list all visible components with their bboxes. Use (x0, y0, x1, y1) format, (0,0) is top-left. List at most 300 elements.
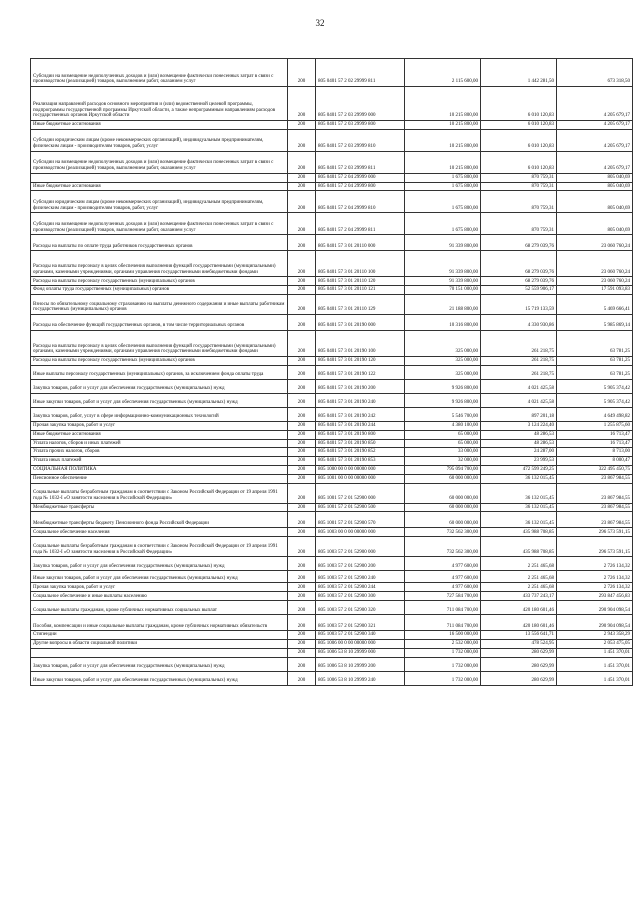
table-row (31, 295, 633, 315)
row-approved: 65 000,00 (405, 430, 481, 439)
row-unexecuted: 8 000,47 (557, 457, 633, 466)
table-row (31, 571, 633, 583)
row-kbk: 805 1003 57 2 01 52900 244 (316, 583, 405, 592)
row-approved: 1 675 800,00 (405, 191, 481, 213)
row-name: Закупка товаров, работ, услуг в сфере информационно-коммуникационных технологий (31, 408, 288, 422)
row-approved: 32 000,00 (405, 457, 481, 466)
row-executed: 280 629,99 (481, 649, 557, 658)
row-code: 200 (288, 474, 316, 483)
row-code: 200 (288, 537, 316, 557)
row-code: 200 (288, 649, 316, 658)
row-approved: 21 188 800,00 (405, 295, 481, 315)
row-unexecuted: 5 469 666,41 (557, 295, 633, 315)
row-unexecuted: 4 205 679,17 (557, 121, 633, 130)
table-row (31, 448, 633, 457)
row-code: 200 (288, 592, 316, 601)
row-kbk: 805 1006 00 0 00 00000 000 (316, 640, 405, 649)
row-kbk: 805 0401 57 3 01 20190 200 (316, 380, 405, 394)
row-kbk: 805 0401 57 3 01 20110 129 (316, 295, 405, 315)
row-code: 200 (288, 87, 316, 121)
row-name: Расходы на выплаты персоналу в целях обеспечения выполнения функций государственными (муниципальными) органами, казенными учреждениями, органами управления государственными внебюджетными фондами (31, 331, 288, 357)
row-code: 200 (288, 394, 316, 408)
row-name: Пособия, компенсации и иные социальные выплаты гражданам, кроме публичных нормативных обязательств (31, 615, 288, 631)
table-row (31, 182, 633, 191)
table-row (31, 59, 633, 87)
row-unexecuted: 5 905 374,42 (557, 380, 633, 394)
row-code: 200 (288, 583, 316, 592)
row-unexecuted: 4 205 679,17 (557, 129, 633, 151)
row-kbk: 805 0401 57 3 01 20190 100 (316, 331, 405, 357)
row-kbk: 805 0401 57 2 04 29999 000 (316, 173, 405, 182)
row-approved: 2 532 000,00 (405, 640, 481, 649)
row-name: Социальные выплаты безработным гражданам в соответствии с Законом Российской Федерации от 19 апреля 1991 года № 1032-I «О занятости населения в Российской Федерации» (31, 483, 288, 503)
row-kbk: 805 1001 57 2 01 52900 570 (316, 512, 405, 528)
row-name: Закупка товаров, работ и услуг для обеспечения государственных (муниципальных) нужд (31, 657, 288, 671)
row-code: 200 (288, 121, 316, 130)
row-unexecuted: 16 713,47 (557, 430, 633, 439)
row-code: 200 (288, 59, 316, 87)
row-kbk: 805 0401 57 2 02 29999 811 (316, 59, 405, 87)
row-name: Субсидии на возмещение недополученных доходов и (или) возмещение фактически понесенных затрат в связи с производством (реализацией) товаров, выполнением работ, оказанием услуг (31, 213, 288, 235)
row-kbk: 805 0401 57 3 01 20110 000 (316, 235, 405, 251)
row-executed: 261 218,75 (481, 366, 557, 380)
row-kbk: 805 0401 57 3 01 20190 850 (316, 439, 405, 448)
row-executed: 870 759,31 (481, 182, 557, 191)
row-code: 200 (288, 213, 316, 235)
row-name: Закупка товаров, работ и услуг для обеспечения государственных (муниципальных) нужд (31, 380, 288, 394)
row-unexecuted: 2 726 134,32 (557, 571, 633, 583)
row-name: Иные закупки товаров, работ и услуг для обеспечения государственных (муниципальных) нужд (31, 394, 288, 408)
row-name: Уплата иных платежей (31, 457, 288, 466)
row-code: 200 (288, 380, 316, 394)
row-code: 200 (288, 528, 316, 537)
row-code: 200 (288, 615, 316, 631)
row-approved: 4 977 600,00 (405, 557, 481, 571)
row-kbk: 805 1003 57 2 01 52900 000 (316, 537, 405, 557)
table-row (31, 583, 633, 592)
row-code: 200 (288, 366, 316, 380)
row-unexecuted: 23 867 984,55 (557, 483, 633, 503)
row-kbk: 805 1006 53 8 10 29999 000 (316, 649, 405, 658)
table-row (31, 173, 633, 182)
row-name: Расходы на выплаты персоналу государственных (муниципальных) органов (31, 357, 288, 366)
row-name: Пенсионное обеспечение (31, 474, 288, 483)
row-code: 200 (288, 483, 316, 503)
table-row (31, 631, 633, 640)
row-kbk: 805 0401 57 3 01 20190 122 (316, 366, 405, 380)
row-approved: 1 732 000,00 (405, 671, 481, 685)
table-row (31, 213, 633, 235)
row-unexecuted: 17 591 093,83 (557, 286, 633, 295)
row-unexecuted: 4 205 679,17 (557, 151, 633, 173)
table-row (31, 191, 633, 213)
row-code: 200 (288, 512, 316, 528)
row-kbk: 805 0401 57 3 01 20190 244 (316, 422, 405, 431)
row-code: 200 (288, 571, 316, 583)
table-row (31, 483, 633, 503)
row-code: 200 (288, 557, 316, 571)
row-approved: 33 000,00 (405, 448, 481, 457)
row-executed: 36 132 015,45 (481, 503, 557, 512)
row-unexecuted: 805 040,69 (557, 191, 633, 213)
table-row (31, 277, 633, 286)
table-row (31, 537, 633, 557)
row-executed: 478 524,95 (481, 640, 557, 649)
row-unexecuted: 4 205 679,17 (557, 87, 633, 121)
row-code: 200 (288, 448, 316, 457)
row-name: Социальное обеспечение и иные выплаты населению (31, 592, 288, 601)
row-executed: 420 180 601,46 (481, 615, 557, 631)
row-name: Прочая закупка товаров, работ и услуг (31, 422, 288, 431)
row-name: Иные выплаты персоналу государственных (муниципальных) органов, за исключением фонда оплаты труда (31, 366, 288, 380)
table-row (31, 380, 633, 394)
row-executed: 870 759,31 (481, 213, 557, 235)
row-unexecuted: 2 726 134,32 (557, 583, 633, 592)
row-kbk: 805 0401 57 3 01 20190 240 (316, 394, 405, 408)
row-unexecuted: 23 867 984,55 (557, 512, 633, 528)
row-approved: 795 094 700,00 (405, 465, 481, 474)
row-kbk: 805 1003 57 2 01 52900 200 (316, 557, 405, 571)
table-row (31, 503, 633, 512)
row-executed: 280 629,99 (481, 671, 557, 685)
row-unexecuted: 63 781,25 (557, 357, 633, 366)
row-approved: 732 562 300,00 (405, 528, 481, 537)
row-approved: 60 000 000,00 (405, 503, 481, 512)
row-unexecuted: 293 847 456,83 (557, 592, 633, 601)
row-executed: 897 201,18 (481, 408, 557, 422)
row-approved: 60 000 000,00 (405, 474, 481, 483)
table-row (31, 394, 633, 408)
row-approved: 9 926 800,00 (405, 380, 481, 394)
row-kbk: 805 0401 57 2 04 29999 810 (316, 191, 405, 213)
row-executed: 280 629,99 (481, 657, 557, 671)
row-kbk: 805 1001 00 0 00 00000 000 (316, 474, 405, 483)
row-approved: 325 000,00 (405, 331, 481, 357)
row-name: Социальные выплаты гражданам, кроме публичных нормативных социальных выплат (31, 601, 288, 615)
row-code: 200 (288, 191, 316, 213)
row-kbk: 805 1003 57 2 01 52900 300 (316, 592, 405, 601)
row-approved: 70 151 000,00 (405, 286, 481, 295)
row-kbk: 805 0401 57 2 03 29999 810 (316, 129, 405, 151)
row-kbk: 805 0401 57 3 01 20190 853 (316, 457, 405, 466)
row-code: 200 (288, 331, 316, 357)
table-row (31, 121, 633, 130)
row-executed: 261 218,75 (481, 331, 557, 357)
row-approved: 4 380 100,00 (405, 422, 481, 431)
row-approved: 10 215 800,00 (405, 151, 481, 173)
row-name: Расходы на выплаты персоналу государственных (муниципальных) органов (31, 277, 288, 286)
row-unexecuted: 1 255 875,60 (557, 422, 633, 431)
row-unexecuted: 673 318,50 (557, 59, 633, 87)
table-row (31, 601, 633, 615)
row-kbk: 805 0401 57 3 01 20190 242 (316, 408, 405, 422)
row-name: Иные бюджетные ассигнования (31, 121, 288, 130)
row-code: 200 (288, 503, 316, 512)
row-name: Социальные выплаты безработным гражданам в соответствии с Законом Российской Федерации от 19 апреля 1991 года № 1032-I «О занятости населения в Российской Федерации» (31, 537, 288, 557)
row-executed: 4 021 425,58 (481, 380, 557, 394)
row-approved: 10 215 800,00 (405, 87, 481, 121)
row-executed: 433 737 243,17 (481, 592, 557, 601)
row-approved: 325 000,00 (405, 366, 481, 380)
row-executed: 4 330 930,86 (481, 315, 557, 331)
row-kbk: 805 1003 57 2 01 52900 240 (316, 571, 405, 583)
table-row (31, 151, 633, 173)
row-unexecuted: 2 943 358,29 (557, 631, 633, 640)
row-approved: 1 675 800,00 (405, 173, 481, 182)
row-approved: 10 316 800,00 (405, 315, 481, 331)
row-kbk: 805 1001 57 2 01 52900 000 (316, 483, 405, 503)
row-unexecuted: 4 649 498,82 (557, 408, 633, 422)
table-row (31, 671, 633, 685)
row-kbk: 805 1006 53 8 10 29999 240 (316, 671, 405, 685)
row-executed: 6 010 120,83 (481, 87, 557, 121)
row-unexecuted: 23 060 760,24 (557, 251, 633, 277)
row-kbk: 805 0401 57 2 03 29999 800 (316, 121, 405, 130)
row-name: Стипендии (31, 631, 288, 640)
row-name: Расходы на выплаты по оплате труда работников государственных органов (31, 235, 288, 251)
row-executed: 48 286,53 (481, 439, 557, 448)
row-name: Расходы на выплаты персоналу в целях обеспечения выполнения функций государственными (муниципальными) органами, казенными учреждениями, органами управления государственными внебюджетными фондами (31, 251, 288, 277)
row-approved: 10 215 800,00 (405, 129, 481, 151)
row-approved: 91 339 800,00 (405, 277, 481, 286)
row-name (31, 173, 288, 182)
row-kbk: 805 0401 57 3 01 20190 120 (316, 357, 405, 366)
row-kbk: 805 0401 57 2 04 29999 800 (316, 182, 405, 191)
row-code: 200 (288, 173, 316, 182)
row-unexecuted: 2 053 475,05 (557, 640, 633, 649)
table-row (31, 251, 633, 277)
row-name (31, 649, 288, 658)
row-approved: 711 084 700,00 (405, 615, 481, 631)
row-executed: 2 251 465,68 (481, 583, 557, 592)
table-row (31, 592, 633, 601)
row-executed: 13 556 641,71 (481, 631, 557, 640)
row-name: Взносы по обязательному социальному страхованию на выплаты денежного содержания и иные выплаты работникам государственных (муниципальных) органов (31, 295, 288, 315)
row-unexecuted: 296 573 591,15 (557, 537, 633, 557)
row-executed: 2 251 465,68 (481, 571, 557, 583)
row-code: 200 (288, 465, 316, 474)
row-kbk: 805 0401 57 3 01 20110 121 (316, 286, 405, 295)
row-unexecuted: 5 985 869,14 (557, 315, 633, 331)
table-row (31, 439, 633, 448)
table-row (31, 657, 633, 671)
row-code: 200 (288, 129, 316, 151)
row-executed: 6 010 120,83 (481, 151, 557, 173)
row-name: Другие вопросы в области социальной политики (31, 640, 288, 649)
row-unexecuted: 16 713,47 (557, 439, 633, 448)
table-row (31, 129, 633, 151)
row-kbk: 805 1001 57 2 01 52900 500 (316, 503, 405, 512)
row-approved: 91 339 800,00 (405, 251, 481, 277)
table-row (31, 315, 633, 331)
row-unexecuted: 296 573 591,15 (557, 528, 633, 537)
row-name: Иные бюджетные ассигнования (31, 182, 288, 191)
row-executed: 3 124 224,40 (481, 422, 557, 431)
table-row (31, 615, 633, 631)
row-code: 200 (288, 295, 316, 315)
row-kbk: 805 0401 57 2 04 29999 811 (316, 213, 405, 235)
row-name: Субсидии на возмещение недополученных доходов и (или) возмещение фактически понесенных затрат в связи с производством (реализацией) товаров, выполнением работ, оказанием услуг (31, 59, 288, 87)
row-kbk: 805 1003 57 2 01 52900 321 (316, 615, 405, 631)
row-kbk: 805 1003 57 2 01 52900 340 (316, 631, 405, 640)
budget-table (30, 58, 633, 686)
row-name: СОЦИАЛЬНАЯ ПОЛИТИКА (31, 465, 288, 474)
row-executed: 52 559 906,17 (481, 286, 557, 295)
row-code: 200 (288, 408, 316, 422)
row-unexecuted: 805 040,69 (557, 173, 633, 182)
row-code: 200 (288, 457, 316, 466)
row-approved: 2 115 600,00 (405, 59, 481, 87)
page-number: 32 (315, 18, 325, 28)
row-code: 200 (288, 286, 316, 295)
row-executed: 68 279 039,76 (481, 235, 557, 251)
row-unexecuted: 805 040,69 (557, 182, 633, 191)
row-code: 200 (288, 631, 316, 640)
row-executed: 36 132 015,45 (481, 512, 557, 528)
table-row (31, 457, 633, 466)
row-name: Субсидии на возмещение недополученных доходов и (или) возмещение фактически понесенных затрат в связи с производством (реализацией) товаров, выполнением работ, оказанием услуг (31, 151, 288, 173)
row-kbk: 805 1003 00 0 00 00000 000 (316, 528, 405, 537)
row-code: 200 (288, 277, 316, 286)
row-unexecuted: 2 726 134,32 (557, 557, 633, 571)
row-executed: 24 287,00 (481, 448, 557, 457)
row-code: 200 (288, 235, 316, 251)
table-row (31, 422, 633, 431)
row-approved: 711 084 700,00 (405, 601, 481, 615)
row-unexecuted: 63 781,25 (557, 366, 633, 380)
row-executed: 261 218,75 (481, 357, 557, 366)
row-code: 200 (288, 657, 316, 671)
row-kbk: 805 0401 57 2 03 29999 000 (316, 87, 405, 121)
table-row (31, 474, 633, 483)
row-approved: 1 732 000,00 (405, 649, 481, 658)
row-code: 200 (288, 357, 316, 366)
row-executed: 36 132 015,45 (481, 474, 557, 483)
row-approved: 65 000,00 (405, 439, 481, 448)
row-approved: 325 000,00 (405, 357, 481, 366)
row-unexecuted: 23 060 760,24 (557, 277, 633, 286)
row-approved: 727 584 700,00 (405, 592, 481, 601)
row-executed: 4 021 425,58 (481, 394, 557, 408)
table-row (31, 87, 633, 121)
row-executed: 420 180 601,46 (481, 601, 557, 615)
row-approved: 5 546 700,00 (405, 408, 481, 422)
row-executed: 15 719 133,59 (481, 295, 557, 315)
row-executed: 68 279 039,76 (481, 251, 557, 277)
row-executed: 6 010 120,83 (481, 121, 557, 130)
row-code: 200 (288, 439, 316, 448)
row-executed: 870 759,31 (481, 191, 557, 213)
row-executed: 472 599 249,25 (481, 465, 557, 474)
row-approved: 91 339 800,00 (405, 235, 481, 251)
row-executed: 870 759,31 (481, 173, 557, 182)
table-row (31, 430, 633, 439)
row-name: Расходы на обеспечение функций государственных органов, в том числе территориальных органов (31, 315, 288, 331)
row-approved: 60 000 000,00 (405, 512, 481, 528)
row-code: 200 (288, 671, 316, 685)
row-unexecuted: 23 060 760,24 (557, 235, 633, 251)
row-kbk: 805 1003 57 2 01 52900 320 (316, 601, 405, 615)
row-unexecuted: 63 781,25 (557, 331, 633, 357)
table-row (31, 235, 633, 251)
row-name: Уплата налогов, сборов и иных платежей (31, 439, 288, 448)
row-executed: 48 286,53 (481, 430, 557, 439)
row-kbk: 805 0401 57 3 01 20190 800 (316, 430, 405, 439)
row-approved: 1 675 800,00 (405, 213, 481, 235)
row-executed: 435 988 708,85 (481, 537, 557, 557)
row-unexecuted: 322 495 450,75 (557, 465, 633, 474)
row-approved: 1 675 800,00 (405, 182, 481, 191)
row-kbk: 805 1006 53 8 10 29999 200 (316, 657, 405, 671)
table-row (31, 366, 633, 380)
row-approved: 10 215 800,00 (405, 121, 481, 130)
row-unexecuted: 1 451 370,01 (557, 671, 633, 685)
row-executed: 36 132 015,45 (481, 483, 557, 503)
row-unexecuted: 5 905 374,42 (557, 394, 633, 408)
row-kbk: 805 1000 00 0 00 00000 000 (316, 465, 405, 474)
table-row (31, 649, 633, 658)
row-name: Иные закупки товаров, работ и услуг для обеспечения государственных (муниципальных) нужд (31, 571, 288, 583)
row-code: 200 (288, 251, 316, 277)
row-name: Закупка товаров, работ и услуг для обеспечения государственных (муниципальных) нужд (31, 557, 288, 571)
row-code: 200 (288, 601, 316, 615)
row-code: 200 (288, 422, 316, 431)
row-executed: 2 251 465,68 (481, 557, 557, 571)
row-name: Межбюджетные трансферты бюджету Пенсионного фонда Российской Федерации (31, 512, 288, 528)
row-name: Реализация направлений расходов основного мероприятия и (или) ведомственной целевой программы, подпрограммы государственной программы Иркутской области, а также непрограммным направлениям расходов государственных органов Иркутской области (31, 87, 288, 121)
row-name: Иные закупки товаров, работ и услуг для обеспечения государственных (муниципальных) нужд (31, 671, 288, 685)
row-unexecuted: 290 904 098,54 (557, 601, 633, 615)
row-kbk: 805 0401 57 3 01 20190 852 (316, 448, 405, 457)
table-row (31, 465, 633, 474)
row-unexecuted: 290 904 098,54 (557, 615, 633, 631)
row-approved: 16 500 000,00 (405, 631, 481, 640)
row-executed: 1 442 281,50 (481, 59, 557, 87)
table-row (31, 528, 633, 537)
table-row (31, 640, 633, 649)
table-row (31, 357, 633, 366)
row-executed: 6 010 120,83 (481, 129, 557, 151)
row-unexecuted: 1 451 370,01 (557, 657, 633, 671)
row-name: Фонд оплаты труда государственных (муниципальных) органов (31, 286, 288, 295)
row-code: 200 (288, 430, 316, 439)
row-executed: 68 279 039,76 (481, 277, 557, 286)
row-executed: 23 999,53 (481, 457, 557, 466)
row-kbk: 805 0401 57 3 01 20110 100 (316, 251, 405, 277)
row-approved: 4 977 600,00 (405, 583, 481, 592)
row-unexecuted: 8 713,00 (557, 448, 633, 457)
row-unexecuted: 23 867 984,55 (557, 474, 633, 483)
row-kbk: 805 0401 57 2 03 29999 811 (316, 151, 405, 173)
row-name: Иные бюджетные ассигнования (31, 430, 288, 439)
row-code: 200 (288, 151, 316, 173)
row-unexecuted: 805 040,69 (557, 213, 633, 235)
row-kbk: 805 0401 57 3 01 20110 120 (316, 277, 405, 286)
table-body (31, 59, 633, 686)
row-code: 200 (288, 315, 316, 331)
row-approved: 1 732 000,00 (405, 657, 481, 671)
row-name: Субсидии юридическим лицам (кроме некоммерческих организаций), индивидуальным предпринимателям, физическим лицам - производителям товаров, работ, услуг (31, 129, 288, 151)
table-row (31, 286, 633, 295)
row-name: Субсидии юридическим лицам (кроме некоммерческих организаций), индивидуальным предпринимателям, физическим лицам - производителям товаров, работ, услуг (31, 191, 288, 213)
row-approved: 4 977 600,00 (405, 571, 481, 583)
row-code: 200 (288, 640, 316, 649)
row-approved: 9 926 800,00 (405, 394, 481, 408)
row-name: Прочая закупка товаров, работ и услуг (31, 583, 288, 592)
row-executed: 435 988 708,85 (481, 528, 557, 537)
table-row (31, 408, 633, 422)
row-code: 200 (288, 182, 316, 191)
